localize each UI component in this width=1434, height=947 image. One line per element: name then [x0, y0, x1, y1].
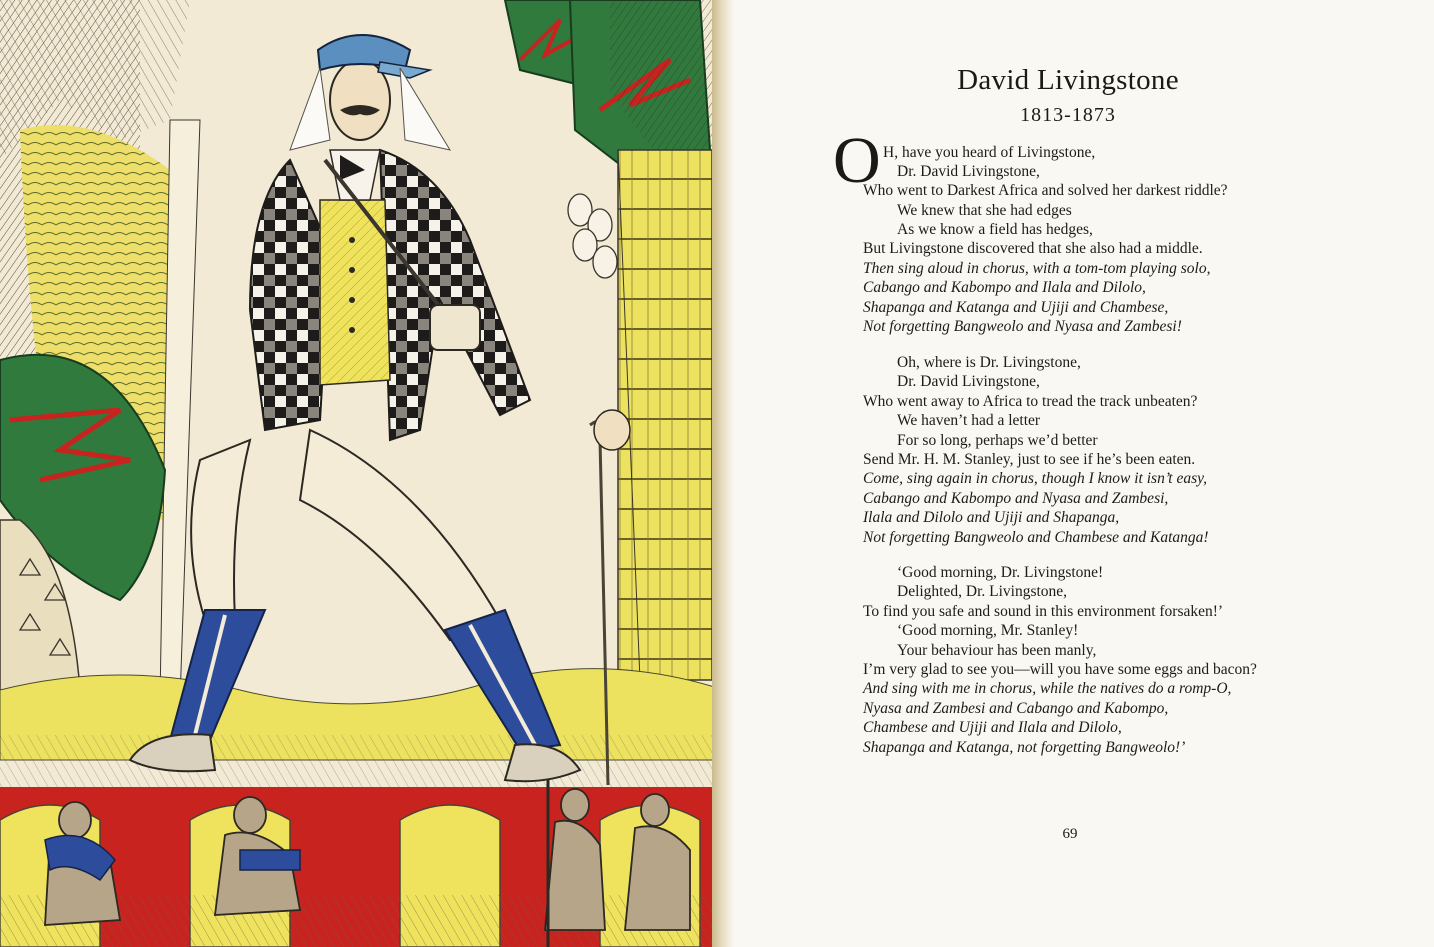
poem-line: Your behaviour has been manly,	[897, 642, 1097, 659]
text-page	[734, 0, 1434, 947]
poem-line: For so long, perhaps we’d better	[897, 432, 1098, 449]
poem-line: Who went away to Africa to tread the track unbeaten?	[863, 393, 1198, 410]
poem-line: I’m very glad to see you—will you have some eggs and bacon?	[863, 661, 1257, 678]
poem-line: Not forgetting Bangweolo and Nyasa and Zambesi!	[863, 318, 1182, 335]
poem-line: As we know a field has hedges,	[897, 221, 1093, 238]
book-gutter	[712, 0, 734, 947]
poem-line: Come, sing again in chorus, though I know it isn’t easy,	[863, 470, 1208, 487]
drop-cap: O	[833, 124, 881, 197]
page-title: David Livingstone	[957, 64, 1179, 96]
life-dates: 1813-1873	[1020, 104, 1116, 126]
poem-line: Nyasa and Zambesi and Cabango and Kabompo,	[863, 700, 1169, 717]
poem-line: Dr. David Livingstone,	[897, 163, 1040, 180]
poem-line: Dr. David Livingstone,	[897, 373, 1040, 390]
poem-line: Not forgetting Bangweolo and Chambese and Katanga!	[863, 529, 1209, 546]
poem-line: Oh, where is Dr. Livingstone,	[897, 354, 1081, 371]
poem-line: Chambese and Ujiji and Ilala and Dilolo,	[863, 719, 1122, 736]
poem-line: H, have you heard of Livingstone,	[883, 144, 1096, 161]
poem-line: Cabango and Kabompo and Nyasa and Zambesi,	[863, 490, 1169, 507]
poem-line: To find you safe and sound in this environment forsaken!’	[863, 603, 1224, 620]
poem-line: Send Mr. H. M. Stanley, just to see if he’s been eaten.	[863, 451, 1196, 468]
poem-line: Shapanga and Katanga and Ujiji and Chambese,	[863, 299, 1169, 316]
poem-line: Cabango and Kabompo and Ilala and Dilolo,	[863, 279, 1146, 296]
poem-line: But Livingstone discovered that she also had a middle.	[863, 240, 1203, 257]
poem-line: ‘Good morning, Dr. Livingstone!	[897, 564, 1104, 581]
poem-line: Ilala and Dilolo and Ujiji and Shapanga,	[863, 509, 1120, 526]
poem-line: ‘Good morning, Mr. Stanley!	[897, 622, 1079, 639]
poem-line: Shapanga and Katanga, not forgetting Bangweolo!’	[863, 739, 1186, 756]
poem-line: We haven’t had a letter	[897, 412, 1041, 429]
poem-line: Who went to Darkest Africa and solved her darkest riddle?	[863, 182, 1228, 199]
poem-line: Delighted, Dr. Livingstone,	[897, 583, 1068, 600]
poem-line: We knew that she had edges	[897, 202, 1072, 219]
page-number: 69	[1062, 826, 1078, 842]
poem-line: Then sing aloud in chorus, with a tom-tom playing solo,	[863, 260, 1211, 277]
poem-line: And sing with me in chorus, while the natives do a romp-O,	[863, 680, 1232, 697]
